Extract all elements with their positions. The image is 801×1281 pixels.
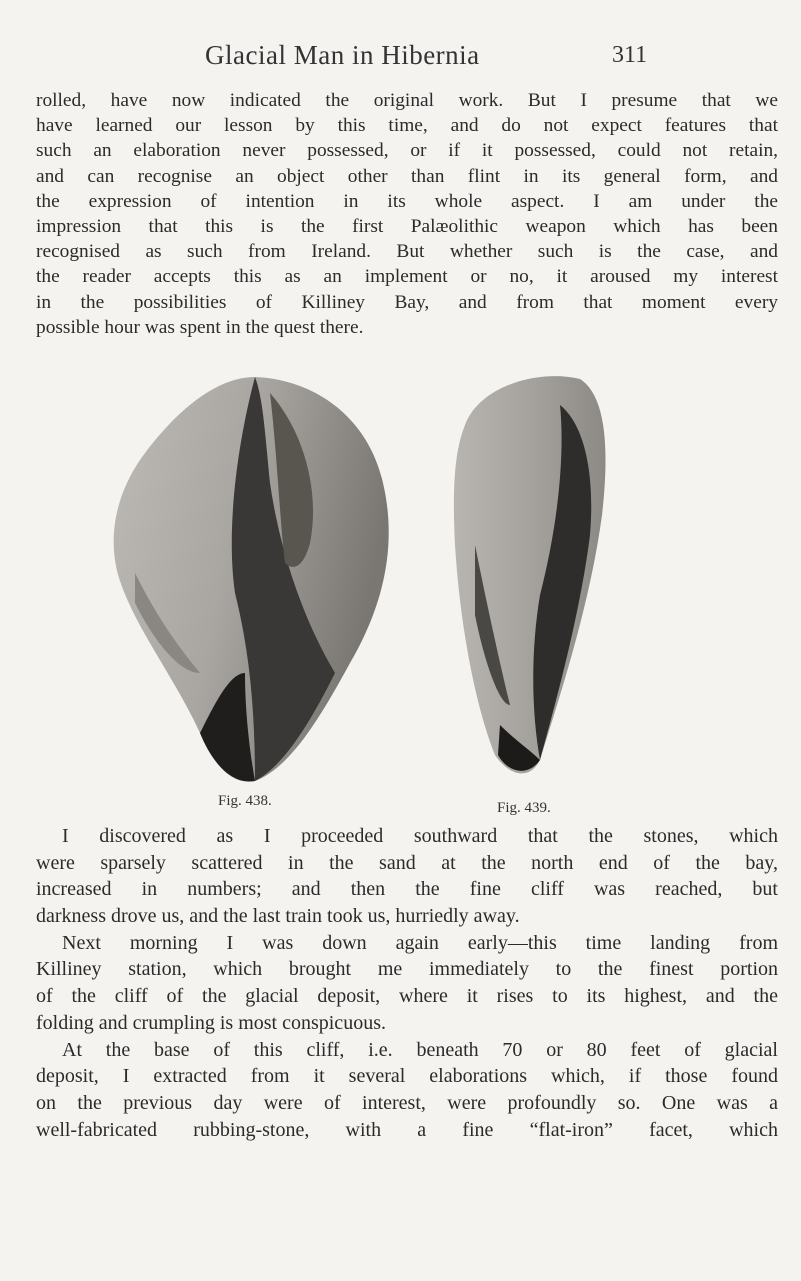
- text-line: of the cliff of the glacial deposit, where it rises to its highest, and the: [36, 985, 778, 1008]
- text-line: in the possibilities of Killiney Bay, and from that moment every: [36, 291, 778, 313]
- text-line: and can recognise an object other than flint in its general form, and: [36, 165, 778, 187]
- text-line: deposit, I extracted from it several elaborations which, if those found: [36, 1065, 778, 1088]
- text-line: At the base of this cliff, i.e. beneath 70 or 80 feet of glacial: [62, 1038, 778, 1061]
- text-line: were sparsely scattered in the sand at the north end of the bay,: [36, 851, 778, 874]
- text-line: Killiney station, which brought me immediately to the finest portion: [36, 958, 778, 981]
- text-line: I discovered as I proceeded southward that the stones, which: [62, 825, 778, 847]
- page-number: 311: [612, 42, 648, 68]
- paragraph-1: [36, 88, 778, 340]
- text-line: Next morning I was down again early—this time landing from: [62, 931, 778, 954]
- text-line: recognised as such from Ireland. But whether such is the case, and: [36, 241, 778, 263]
- text-line: impression that this is the first Palæolithic weapon which has been: [36, 215, 778, 237]
- running-head-title: Glacial Man in Hibernia: [205, 40, 480, 70]
- text-line: on the previous day were of interest, were profoundly so. One was a: [36, 1091, 778, 1114]
- text-line: the reader accepts this as an implement or no, it aroused my interest: [36, 266, 778, 288]
- text-line: have learned our lesson by this time, and do not expect features that: [36, 115, 778, 137]
- text-line: increased in numbers; and then the fine cliff was reached, but: [36, 878, 778, 901]
- text-line: rolled, have now indicated the original work. But I presume that we: [36, 90, 778, 111]
- paragraph-2: [36, 823, 778, 1143]
- text-line: possible hour was spent in the quest there.: [36, 316, 364, 338]
- figure-439-image: [440, 365, 620, 785]
- text-line: such an elaboration never possessed, or if it possessed, could not retain,: [36, 140, 778, 162]
- text-line: the expression of intention in its whole aspect. I am under the: [36, 190, 778, 212]
- figure-438-image: [105, 373, 395, 785]
- figure-439-caption: Fig. 439.: [497, 800, 551, 816]
- text-line: darkness drove us, and the last train took us, hurriedly away.: [36, 905, 520, 928]
- running-head: [0, 40, 801, 80]
- text-line: folding and crumpling is most conspicuous.: [36, 1011, 386, 1034]
- text-line: well-fabricated rubbing-stone, with a fine “flat-iron” facet, which: [36, 1118, 778, 1141]
- figure-438-caption: Fig. 438.: [218, 793, 272, 809]
